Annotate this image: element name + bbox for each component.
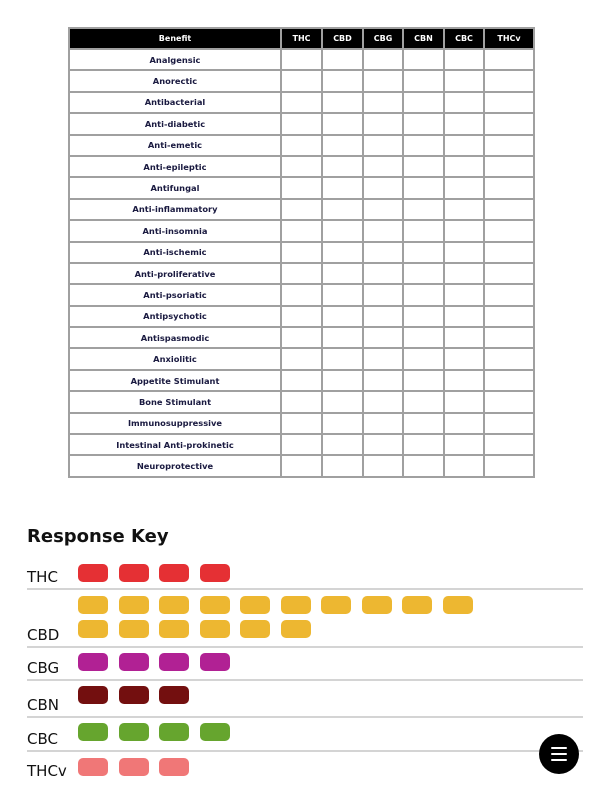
benefit-cell-thc <box>281 434 322 455</box>
benefit-cell-cbn <box>403 284 444 305</box>
benefit-cell-thcv <box>484 391 534 412</box>
benefit-cell-cbc <box>444 199 484 220</box>
benefit-cell-thc <box>281 199 322 220</box>
response-chip <box>240 596 270 614</box>
response-chip <box>281 620 311 638</box>
benefit-cell-cbg <box>363 348 403 369</box>
response-chip <box>78 653 108 671</box>
benefit-cell-cbn <box>403 220 444 241</box>
benefit-name: Antipsychotic <box>69 306 281 327</box>
benefit-cell-cbc <box>444 220 484 241</box>
benefit-cell-cbg <box>363 242 403 263</box>
benefit-cell-thcv <box>484 177 534 198</box>
benefit-cell-thcv <box>484 306 534 327</box>
benefit-cell-cbc <box>444 49 484 70</box>
benefit-cell-thcv <box>484 263 534 284</box>
table-row <box>69 370 534 391</box>
benefit-name: Anti-insomnia <box>69 220 281 241</box>
response-key-row-cbc <box>27 718 583 752</box>
benefit-name: Anxiolitic <box>69 348 281 369</box>
benefit-cell-cbg <box>363 199 403 220</box>
benefit-cell-cbg <box>363 113 403 134</box>
benefit-cell-cbc <box>444 92 484 113</box>
benefit-cell-thc <box>281 284 322 305</box>
benefit-cell-cbc <box>444 370 484 391</box>
benefit-cell-cbg <box>363 391 403 412</box>
table-row <box>69 242 534 263</box>
benefit-cell-cbg <box>363 306 403 327</box>
menu-button[interactable] <box>539 734 579 774</box>
benefit-name: Anti-epileptic <box>69 156 281 177</box>
benefit-name: Antibacterial <box>69 92 281 113</box>
benefit-cell-cbn <box>403 92 444 113</box>
response-chip <box>159 620 189 638</box>
benefit-name: Neuroprotective <box>69 455 281 476</box>
response-chips <box>78 686 508 704</box>
benefit-cell-cbn <box>403 455 444 476</box>
benefit-cell-cbg <box>363 70 403 91</box>
benefit-cell-thcv <box>484 348 534 369</box>
benefit-cell-thcv <box>484 113 534 134</box>
benefit-cell-thc <box>281 242 322 263</box>
benefit-cell-cbg <box>363 413 403 434</box>
benefit-name: Anti-psoriatic <box>69 284 281 305</box>
benefits-table <box>68 27 535 478</box>
benefit-cell-cbd <box>322 327 363 348</box>
benefit-name: Anorectic <box>69 70 281 91</box>
benefit-name: Appetite Stimulant <box>69 370 281 391</box>
benefit-cell-thc <box>281 413 322 434</box>
benefit-cell-cbd <box>322 455 363 476</box>
benefit-cell-cbn <box>403 156 444 177</box>
benefit-cell-cbn <box>403 70 444 91</box>
benefit-cell-cbd <box>322 199 363 220</box>
benefit-cell-cbg <box>363 263 403 284</box>
benefit-cell-cbc <box>444 434 484 455</box>
response-chip <box>119 620 149 638</box>
response-chip <box>119 564 149 582</box>
benefit-cell-cbd <box>322 348 363 369</box>
response-chip <box>78 723 108 741</box>
header-cbn: CBN <box>403 28 444 49</box>
benefit-cell-cbd <box>322 92 363 113</box>
response-key-row-cbg <box>27 648 583 681</box>
header-thc: THC <box>281 28 322 49</box>
response-chip <box>402 596 432 614</box>
benefit-cell-cbn <box>403 113 444 134</box>
response-chip <box>78 564 108 582</box>
benefit-cell-cbg <box>363 177 403 198</box>
benefit-cell-thc <box>281 220 322 241</box>
benefit-cell-thc <box>281 49 322 70</box>
benefit-cell-thcv <box>484 220 534 241</box>
benefit-name: Analgensic <box>69 49 281 70</box>
benefit-cell-cbc <box>444 135 484 156</box>
response-chip <box>119 758 149 776</box>
response-chip <box>119 723 149 741</box>
response-key-row-thcv <box>27 752 583 782</box>
response-key-label: THCv <box>27 762 67 780</box>
benefit-cell-cbc <box>444 156 484 177</box>
table-row <box>69 135 534 156</box>
benefit-name: Bone Stimulant <box>69 391 281 412</box>
table-row <box>69 284 534 305</box>
benefit-cell-cbd <box>322 306 363 327</box>
response-chips <box>78 758 508 776</box>
benefit-cell-cbc <box>444 306 484 327</box>
benefit-cell-cbn <box>403 413 444 434</box>
benefit-name: Immunosuppressive <box>69 413 281 434</box>
benefit-name: Anti-emetic <box>69 135 281 156</box>
benefit-cell-cbg <box>363 455 403 476</box>
response-chips <box>78 723 508 741</box>
benefit-cell-thcv <box>484 370 534 391</box>
benefit-cell-thcv <box>484 92 534 113</box>
table-header-row <box>69 28 534 49</box>
table-row <box>69 177 534 198</box>
response-key-label: CBC <box>27 730 58 748</box>
benefit-cell-thc <box>281 177 322 198</box>
response-key-label: CBD <box>27 626 60 644</box>
response-chip <box>159 653 189 671</box>
response-key-label: THC <box>27 568 58 586</box>
response-chip <box>362 596 392 614</box>
response-chip <box>159 564 189 582</box>
table-row <box>69 220 534 241</box>
response-chip <box>78 596 108 614</box>
response-key-row-cbn <box>27 681 583 718</box>
benefit-cell-thcv <box>484 327 534 348</box>
benefit-cell-cbn <box>403 327 444 348</box>
benefit-cell-cbc <box>444 348 484 369</box>
benefit-cell-cbn <box>403 434 444 455</box>
benefit-cell-cbd <box>322 113 363 134</box>
table-row <box>69 348 534 369</box>
response-chip <box>200 596 230 614</box>
response-chips <box>78 653 508 671</box>
response-chip <box>200 620 230 638</box>
response-chip <box>321 596 351 614</box>
benefit-cell-cbn <box>403 306 444 327</box>
header-cbd: CBD <box>322 28 363 49</box>
benefit-cell-thc <box>281 327 322 348</box>
benefit-cell-thcv <box>484 413 534 434</box>
benefit-cell-thc <box>281 113 322 134</box>
benefit-cell-thc <box>281 135 322 156</box>
response-key-row-thc <box>27 560 583 590</box>
benefit-cell-cbn <box>403 391 444 412</box>
response-key-title: Response Key <box>27 526 169 547</box>
table-row <box>69 156 534 177</box>
benefit-cell-cbc <box>444 455 484 476</box>
table-row <box>69 306 534 327</box>
response-chip <box>200 723 230 741</box>
benefit-cell-cbd <box>322 135 363 156</box>
benefit-cell-thc <box>281 156 322 177</box>
benefit-cell-thc <box>281 391 322 412</box>
table-row <box>69 327 534 348</box>
response-chip <box>159 596 189 614</box>
benefit-cell-cbg <box>363 135 403 156</box>
benefit-cell-cbd <box>322 49 363 70</box>
response-chips <box>78 564 508 582</box>
benefit-name: Anti-ischemic <box>69 242 281 263</box>
benefit-cell-cbd <box>322 220 363 241</box>
table-row <box>69 70 534 91</box>
response-key-row-cbd <box>27 590 583 648</box>
benefit-cell-cbg <box>363 370 403 391</box>
response-chip <box>119 596 149 614</box>
benefit-cell-cbc <box>444 391 484 412</box>
benefit-name: Anti-diabetic <box>69 113 281 134</box>
response-chip <box>159 686 189 704</box>
response-chip <box>119 653 149 671</box>
table-row <box>69 263 534 284</box>
benefit-cell-cbd <box>322 156 363 177</box>
response-chip <box>159 723 189 741</box>
response-chip <box>78 620 108 638</box>
benefit-name: Anti-inflammatory <box>69 199 281 220</box>
table-row <box>69 113 534 134</box>
benefit-cell-thcv <box>484 199 534 220</box>
benefit-cell-cbc <box>444 263 484 284</box>
benefit-cell-thc <box>281 70 322 91</box>
header-cbc: CBC <box>444 28 484 49</box>
benefit-cell-cbg <box>363 156 403 177</box>
benefit-cell-cbd <box>322 242 363 263</box>
benefit-cell-thcv <box>484 284 534 305</box>
benefit-cell-cbn <box>403 49 444 70</box>
benefit-cell-cbd <box>322 391 363 412</box>
benefit-cell-cbg <box>363 220 403 241</box>
response-key <box>27 560 583 782</box>
benefit-cell-cbn <box>403 263 444 284</box>
benefit-cell-cbc <box>444 413 484 434</box>
response-chips <box>78 596 508 638</box>
benefit-cell-cbd <box>322 263 363 284</box>
benefit-cell-cbg <box>363 92 403 113</box>
benefit-cell-cbc <box>444 242 484 263</box>
benefit-cell-cbn <box>403 348 444 369</box>
benefit-name: Anti-proliferative <box>69 263 281 284</box>
benefit-cell-cbn <box>403 135 444 156</box>
benefit-cell-cbd <box>322 370 363 391</box>
benefit-cell-cbd <box>322 177 363 198</box>
benefit-cell-thcv <box>484 70 534 91</box>
response-key-label: CBG <box>27 659 60 677</box>
response-chip <box>200 653 230 671</box>
benefit-cell-thcv <box>484 49 534 70</box>
table-row <box>69 49 534 70</box>
response-chip <box>78 758 108 776</box>
table-row <box>69 199 534 220</box>
response-chip <box>159 758 189 776</box>
benefit-cell-thcv <box>484 242 534 263</box>
table-row <box>69 455 534 476</box>
benefit-cell-thcv <box>484 156 534 177</box>
benefit-cell-cbg <box>363 284 403 305</box>
response-chip <box>443 596 473 614</box>
benefit-cell-cbc <box>444 70 484 91</box>
benefit-cell-thcv <box>484 455 534 476</box>
table-row <box>69 434 534 455</box>
benefit-cell-thcv <box>484 434 534 455</box>
benefit-name: Antispasmodic <box>69 327 281 348</box>
benefit-cell-cbg <box>363 434 403 455</box>
benefit-name: Intestinal Anti-prokinetic <box>69 434 281 455</box>
benefit-cell-thc <box>281 92 322 113</box>
benefit-cell-cbn <box>403 242 444 263</box>
benefit-cell-cbd <box>322 284 363 305</box>
benefit-cell-cbd <box>322 413 363 434</box>
benefit-cell-cbc <box>444 327 484 348</box>
benefit-cell-cbn <box>403 370 444 391</box>
benefit-cell-cbc <box>444 113 484 134</box>
benefit-cell-thc <box>281 348 322 369</box>
response-chip <box>78 686 108 704</box>
benefit-cell-thc <box>281 370 322 391</box>
table-row <box>69 92 534 113</box>
header-cbg: CBG <box>363 28 403 49</box>
header-thcv: THCv <box>484 28 534 49</box>
response-key-label: CBN <box>27 696 59 714</box>
benefit-cell-cbc <box>444 177 484 198</box>
table-row <box>69 413 534 434</box>
benefit-cell-thc <box>281 455 322 476</box>
benefit-cell-cbn <box>403 177 444 198</box>
benefit-cell-cbg <box>363 327 403 348</box>
table-row <box>69 391 534 412</box>
response-chip <box>200 564 230 582</box>
benefit-cell-thc <box>281 306 322 327</box>
benefit-cell-cbg <box>363 49 403 70</box>
response-chip <box>240 620 270 638</box>
benefit-cell-thcv <box>484 135 534 156</box>
header-benefit: Benefit <box>69 28 281 49</box>
response-chip <box>281 596 311 614</box>
benefit-name: Antifungal <box>69 177 281 198</box>
benefit-cell-cbd <box>322 434 363 455</box>
benefit-cell-thc <box>281 263 322 284</box>
benefit-cell-cbc <box>444 284 484 305</box>
benefit-cell-cbn <box>403 199 444 220</box>
benefit-cell-cbd <box>322 70 363 91</box>
hamburger-menu-icon <box>551 747 567 761</box>
response-chip <box>119 686 149 704</box>
